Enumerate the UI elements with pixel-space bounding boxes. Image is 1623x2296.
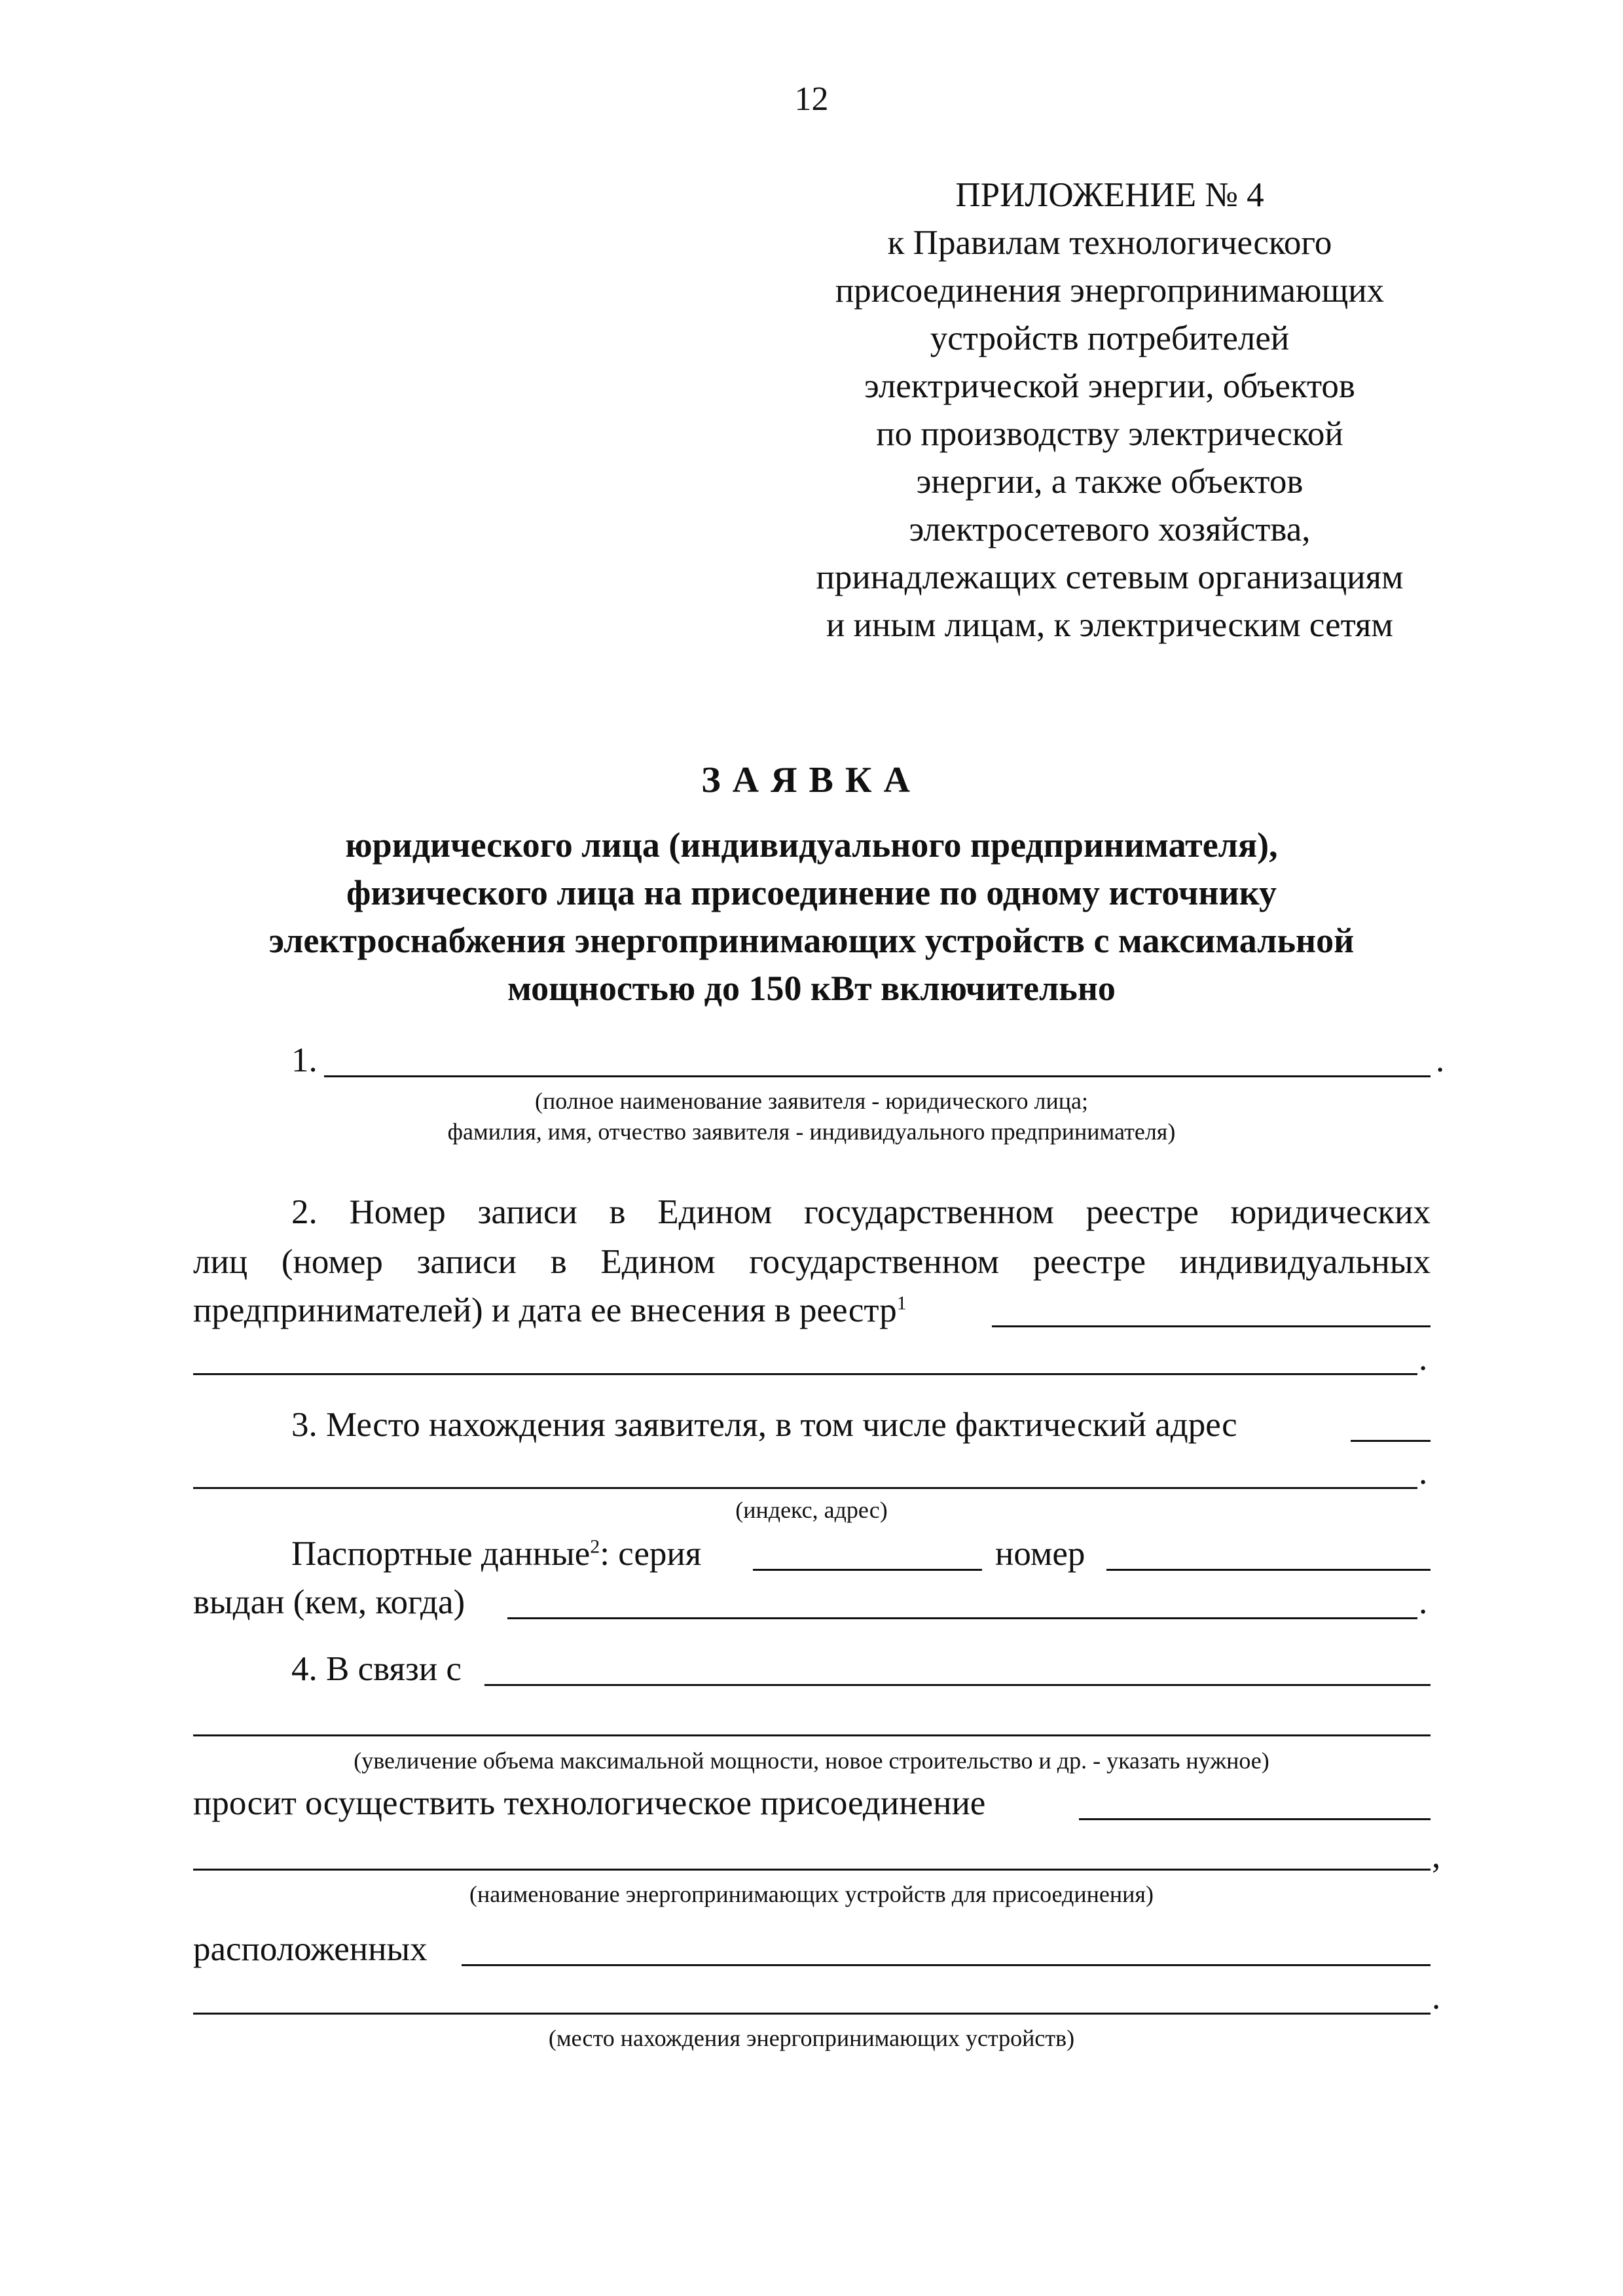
reason-field-2[interactable] [193, 1734, 1431, 1736]
device-name-field[interactable] [1079, 1818, 1431, 1820]
location-caption: (место нахождения энергопринимающих устройств) [548, 2025, 1075, 2051]
appendix-line: присоединения энергопринимающих [835, 272, 1385, 310]
passport-number-field[interactable] [1106, 1569, 1431, 1571]
appendix-line: электросетевого хозяйства, [909, 511, 1311, 548]
number-label: номер [995, 1535, 1085, 1573]
registry-number-field[interactable] [992, 1325, 1431, 1327]
item3-text: 3. Место нахождения заявителя, в том числе фактический адрес [291, 1406, 1237, 1444]
subtitle-line: электроснабжения энергопринимающих устройств с максимальной [268, 921, 1355, 960]
item1-caption-1: (полное наименование заявителя - юридического лица; [535, 1088, 1088, 1114]
reason-caption: (увеличение объема максимальной мощности, новое строительство и др. - указать нужное) [354, 1748, 1269, 1774]
appendix-line: ПРИЛОЖЕНИЕ № 4 [955, 176, 1264, 214]
located-text: расположенных [193, 1930, 428, 1968]
item1-period: . [1436, 1041, 1445, 1079]
item2-line3-text: предпринимателей) и дата ее внесения в реестр [193, 1291, 897, 1329]
appendix-line: принадлежащих сетевым организациям [816, 558, 1404, 596]
address-caption: (индекс, адрес) [735, 1497, 888, 1523]
item4-text: 4. В связи с [291, 1650, 462, 1688]
subtitle-line: мощностью до 150 кВт включительно [507, 969, 1116, 1008]
footnote-1: 1 [896, 1292, 907, 1314]
device-caption: (наименование энергопринимающих устройств для присоединения) [469, 1881, 1154, 1907]
item2-line2: лиц (номер записи в Едином государственном реестре индивидуальных [193, 1243, 1431, 1281]
item1-number: 1. [291, 1041, 318, 1079]
item3-period: . [1419, 1454, 1428, 1492]
location-field[interactable] [462, 1964, 1431, 1966]
device-comma: , [1432, 1837, 1441, 1875]
registry-number-field-2[interactable] [193, 1373, 1417, 1375]
passport-label [291, 1534, 701, 1573]
appendix-line: энергии, а также объектов [916, 463, 1304, 501]
appendix-line: по производству электрической [876, 415, 1343, 453]
document-title: ЗАЯВКА [701, 760, 922, 800]
appendix-line: электрической энергии, объектов [864, 367, 1355, 405]
appendix-line: устройств потребителей [930, 319, 1290, 357]
footnote-2: 2 [590, 1535, 600, 1558]
series-label: : серия [600, 1535, 702, 1573]
subtitle-line: физического лица на присоединение по одному источнику [346, 873, 1277, 912]
location-field-2[interactable] [193, 2013, 1431, 2015]
address-field-2[interactable] [193, 1487, 1417, 1489]
document-subtitle [0, 821, 1623, 1013]
item2-line3 [193, 1291, 907, 1330]
appendix-line: к Правилам технологического [887, 224, 1332, 262]
passport-label-text: Паспортные данные [291, 1535, 591, 1573]
item1-caption-2: фамилия, имя, отчество заявителя - индивидуального предпринимателя) [447, 1119, 1176, 1145]
reason-field[interactable] [484, 1684, 1431, 1686]
applicant-name-field[interactable] [324, 1075, 1431, 1077]
item2-period: . [1419, 1340, 1428, 1378]
issued-period: . [1419, 1583, 1428, 1621]
issued-label: выдан (кем, когда) [193, 1583, 465, 1621]
subtitle-line: юридического лица (индивидуального предпринимателя), [345, 825, 1278, 865]
address-field[interactable] [1351, 1440, 1431, 1442]
appendix-header [773, 171, 1447, 649]
request-text: просит осуществить технологическое присоединение [193, 1784, 986, 1822]
item2-line1: 2. Номер записи в Едином государственном реестре юридических [291, 1193, 1431, 1231]
appendix-line: и иным лицам, к электрическим сетям [826, 606, 1393, 644]
passport-issued-field[interactable] [507, 1617, 1417, 1619]
device-name-field-2[interactable] [193, 1869, 1431, 1871]
location-period: . [1432, 1979, 1441, 2017]
passport-series-field[interactable] [753, 1569, 982, 1571]
page-number: 12 [794, 81, 829, 118]
